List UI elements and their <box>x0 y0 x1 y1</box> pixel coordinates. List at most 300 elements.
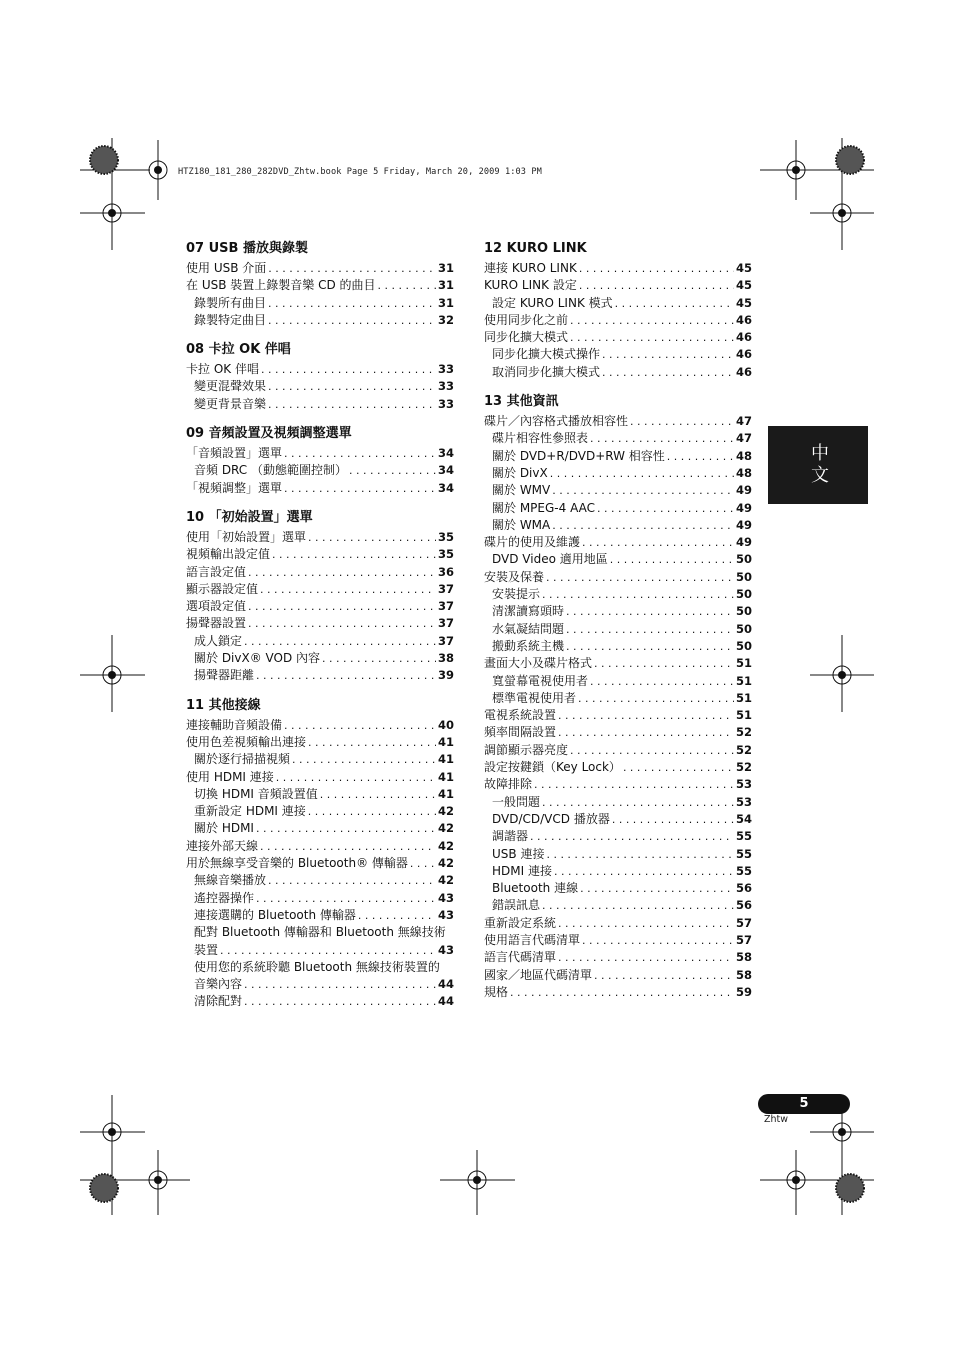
toc-entry-page: 52 <box>735 742 752 757</box>
toc-entry[interactable] <box>484 482 752 499</box>
toc-entry-label: 使用同步化之前 <box>484 312 569 327</box>
toc-entry-label: 重新設定系統 <box>484 915 557 930</box>
leader-dots <box>244 633 436 650</box>
toc-entry-page: 42 <box>437 821 454 836</box>
page-number: 5 <box>758 1094 850 1114</box>
toc-entry-label: 揚聲器距離 <box>194 668 255 683</box>
toc-entry[interactable] <box>484 413 752 430</box>
leader-dots <box>582 932 734 949</box>
toc-entry-label: 關於 DivX <box>492 465 548 480</box>
toc-entry-label: 設定按鍵鎖（Key Lock） <box>484 760 621 775</box>
toc-entry-page: 56 <box>735 881 752 896</box>
toc-entry[interactable] <box>484 932 752 949</box>
toc-entry[interactable] <box>186 581 454 598</box>
toc-entry-label: 安裝提示 <box>492 587 541 602</box>
toc-entry[interactable] <box>186 734 454 751</box>
toc-entry-page: 55 <box>735 829 752 844</box>
toc-entry-label: 配對 Bluetooth 傳輸器和 Bluetooth 無線技術 <box>194 925 446 940</box>
leader-dots <box>349 462 436 479</box>
leader-dots <box>268 260 436 277</box>
toc-entry-label: 顯示器設定值 <box>186 581 259 596</box>
toc-entry[interactable] <box>484 500 752 517</box>
toc-entry[interactable] <box>186 820 454 837</box>
toc-entry-label: 關於 DivX® VOD 內容 <box>194 651 321 666</box>
toc-entry-label: 一般問題 <box>492 794 541 809</box>
toc-entry-page: 50 <box>735 587 752 602</box>
toc-entry-page: 48 <box>735 448 752 463</box>
toc-entry-page: 35 <box>437 547 454 562</box>
toc-entry-label: 成人鎖定 <box>194 633 243 648</box>
toc-entry-label: 連接外部天線 <box>186 838 259 853</box>
toc-entry[interactable] <box>484 364 752 381</box>
leader-dots <box>590 430 734 447</box>
leader-dots <box>268 378 436 395</box>
toc-entry-label: 連接選購的 Bluetooth 傳輸器 <box>194 907 356 922</box>
leader-dots <box>292 751 436 768</box>
leader-dots <box>612 811 734 828</box>
toc-entry-label: 調節顯示器亮度 <box>484 742 569 757</box>
leader-dots <box>244 993 436 1010</box>
toc-entry-label: 寬螢幕電視使用者 <box>492 673 589 688</box>
leader-dots <box>530 828 734 845</box>
toc-section <box>186 240 454 329</box>
toc-entry-label: 遙控器操作 <box>194 890 255 905</box>
toc-entry[interactable] <box>186 855 454 872</box>
toc-entry-label: 錯誤訊息 <box>492 898 541 913</box>
toc-entry-page: 59 <box>735 984 752 999</box>
toc-entry-label: 搬動系統主機 <box>492 638 565 653</box>
toc-entry[interactable] <box>484 949 752 966</box>
leader-dots <box>248 615 436 632</box>
toc-entry-page: 48 <box>735 465 752 480</box>
section-title: 10 「初始設置」選單 <box>186 509 313 525</box>
toc-entry-page: 34 <box>437 446 454 461</box>
toc-entry-label: 安裝及保養 <box>484 569 545 584</box>
toc-entry-page: 39 <box>437 668 454 683</box>
toc-entry[interactable] <box>484 260 752 277</box>
toc-entry[interactable] <box>484 586 752 603</box>
leader-dots <box>358 907 436 924</box>
toc-entry-label: 選項設定值 <box>186 599 247 614</box>
toc-entry[interactable] <box>186 751 454 768</box>
toc-entry-page: 43 <box>437 942 454 957</box>
leader-dots <box>558 949 734 966</box>
toc-entry[interactable] <box>484 465 752 482</box>
toc-entry-page: 45 <box>735 295 752 310</box>
toc-entry-label: 關於逐行掃描視頻 <box>194 752 291 767</box>
leader-dots <box>579 277 734 294</box>
toc-entry[interactable] <box>186 312 454 329</box>
toc-entry-page: 53 <box>735 777 752 792</box>
toc-entry[interactable] <box>186 615 454 632</box>
toc-section <box>186 341 454 413</box>
leader-dots <box>570 329 734 346</box>
toc-entry[interactable] <box>186 633 454 650</box>
toc-entry[interactable] <box>484 828 752 845</box>
toc-entry[interactable] <box>186 361 454 378</box>
toc-entry-page: 53 <box>735 794 752 809</box>
toc-entry-label: 同步化擴大模式 <box>484 330 569 345</box>
leader-dots <box>260 838 436 855</box>
toc-entry-page: 49 <box>735 500 752 515</box>
toc-entry[interactable] <box>186 717 454 734</box>
toc-entry-page: 49 <box>735 535 752 550</box>
toc-entry-page: 46 <box>735 364 752 379</box>
toc-entry-label: 語言代碼清單 <box>484 950 557 965</box>
leader-dots <box>308 803 436 820</box>
toc-entry-label: 頻率間隔設置 <box>484 725 557 740</box>
toc-entry-page: 49 <box>735 483 752 498</box>
toc-entry-page: 46 <box>735 312 752 327</box>
leader-dots <box>579 260 734 277</box>
language-tab-label: 中文 <box>808 443 829 487</box>
leader-dots <box>558 724 734 741</box>
leader-dots <box>248 564 436 581</box>
toc-entry[interactable] <box>186 650 454 667</box>
toc-entry-label: 使用 USB 介面 <box>186 261 267 275</box>
leader-dots <box>554 863 734 880</box>
toc-entry-page: 46 <box>735 330 752 345</box>
leader-dots <box>582 534 734 551</box>
toc-entry[interactable] <box>484 603 752 620</box>
toc-entry-page: 46 <box>735 347 752 362</box>
toc-entry-label: 在 USB 裝置上錄製音樂 CD 的曲目 <box>186 278 376 293</box>
leader-dots <box>256 820 436 837</box>
section-title: 08 卡拉 OK 伴唱 <box>186 342 291 358</box>
leader-dots <box>268 295 436 312</box>
leader-dots <box>542 897 734 914</box>
toc-entry[interactable] <box>484 863 752 880</box>
toc-entry[interactable] <box>186 769 454 786</box>
leader-dots <box>378 277 436 294</box>
toc-entry-page: 36 <box>437 564 454 579</box>
toc-entry[interactable] <box>484 569 752 586</box>
toc-entry-page: 47 <box>735 414 752 429</box>
section-title: 12 KURO LINK <box>484 241 587 256</box>
toc-entry-page: 37 <box>437 616 454 631</box>
toc-entry-label: 變更混聲效果 <box>194 379 267 394</box>
toc-entry[interactable] <box>484 967 752 984</box>
leader-dots <box>597 500 734 517</box>
toc-entry[interactable] <box>484 776 752 793</box>
toc-entry-label: 音樂內容 <box>194 977 243 992</box>
toc-entry[interactable] <box>484 846 752 863</box>
leader-dots <box>615 295 734 312</box>
toc-entry-page: 43 <box>437 890 454 905</box>
toc-entry-page: 57 <box>735 915 752 930</box>
toc-entry-page: 51 <box>735 690 752 705</box>
toc-entry-page: 42 <box>437 838 454 853</box>
toc-entry[interactable] <box>484 794 752 811</box>
toc-entry-label: 重新設定 HDMI 連接 <box>194 804 306 819</box>
toc-entry-label: 碟片／內容格式播放相容性 <box>484 414 629 429</box>
leader-dots <box>268 872 436 889</box>
toc-entry-label: USB 連接 <box>492 846 545 861</box>
leader-dots <box>566 621 734 638</box>
leader-dots <box>320 786 436 803</box>
toc-entry[interactable] <box>484 915 752 932</box>
toc-entry[interactable] <box>484 707 752 724</box>
toc-entry[interactable] <box>484 312 752 329</box>
leader-dots <box>534 776 734 793</box>
toc-entry-label: KURO LINK 設定 <box>484 278 577 293</box>
leader-dots <box>542 586 734 603</box>
toc-entry-label: 無線音樂播放 <box>194 873 267 888</box>
toc-entry[interactable] <box>484 984 752 1001</box>
leader-dots <box>566 638 734 655</box>
toc-entry-label: 使用「初始設置」選單 <box>186 529 307 544</box>
leader-dots <box>284 717 436 734</box>
toc-entry-label: 設定 KURO LINK 模式 <box>492 295 613 310</box>
toc-entry-page: 52 <box>735 760 752 775</box>
toc-entry-label: 標準電視使用者 <box>492 690 577 705</box>
toc-entry[interactable] <box>484 638 752 655</box>
toc-entry[interactable] <box>484 690 752 707</box>
leader-dots <box>272 546 436 563</box>
toc-section <box>186 697 454 1011</box>
toc-entry-label: 清潔讀寫頭時 <box>492 604 565 619</box>
toc-entry[interactable] <box>186 667 454 684</box>
toc-entry[interactable] <box>186 872 454 889</box>
toc-entry-page: 57 <box>735 932 752 947</box>
toc-entry[interactable] <box>186 993 454 1010</box>
toc-section <box>186 425 454 497</box>
toc-entry-page: 49 <box>735 517 752 532</box>
toc-entry-page: 43 <box>437 907 454 922</box>
toc-entry-page: 34 <box>437 480 454 495</box>
leader-dots <box>410 855 436 872</box>
toc-entry-page: 47 <box>735 431 752 446</box>
toc-entry-label: 電視系統設置 <box>484 708 557 723</box>
leader-dots <box>610 551 734 568</box>
toc-entry-page: 34 <box>437 463 454 478</box>
toc-entry[interactable] <box>484 551 752 568</box>
leader-dots <box>256 890 436 907</box>
toc-entry[interactable] <box>484 517 752 534</box>
toc-entry-label: 語言設定值 <box>186 564 247 579</box>
toc-entry[interactable] <box>484 621 752 638</box>
leader-dots <box>284 445 436 462</box>
toc-section <box>186 509 454 685</box>
toc-entry[interactable] <box>484 448 752 465</box>
toc-entry-page: 41 <box>437 734 454 749</box>
toc-entry-page: 41 <box>437 752 454 767</box>
toc-entry-label: 同步化擴大模式操作 <box>492 347 601 362</box>
toc-entry-page: 55 <box>735 863 752 878</box>
toc-entry[interactable] <box>186 976 454 993</box>
toc-entry-page: 38 <box>437 651 454 666</box>
leader-dots <box>542 794 734 811</box>
leader-dots <box>268 312 436 329</box>
leader-dots <box>256 667 436 684</box>
toc-entry[interactable] <box>186 598 454 615</box>
leader-dots <box>552 517 734 534</box>
toc-entry[interactable] <box>484 742 752 759</box>
toc-entry[interactable] <box>186 295 454 312</box>
toc-entry[interactable] <box>484 430 752 447</box>
leader-dots <box>630 413 734 430</box>
toc-entry-page: 50 <box>735 569 752 584</box>
toc-entry-page: 32 <box>437 312 454 327</box>
toc-entry-label: 錄製特定曲目 <box>194 312 267 327</box>
toc-entry-label: 關於 MPEG-4 AAC <box>492 500 595 515</box>
toc-entry-page: 50 <box>735 552 752 567</box>
toc-entry-page: 31 <box>437 295 454 310</box>
toc-entry-label: 裝置 <box>194 942 219 957</box>
toc-entry[interactable] <box>186 942 454 959</box>
toc-entry-label: 使用您的系統聆聽 Bluetooth 無線技術裝置的 <box>194 959 440 974</box>
toc-entry-page: 33 <box>437 396 454 411</box>
leader-dots <box>244 976 436 993</box>
toc-entry[interactable] <box>484 811 752 828</box>
toc-entry-page: 41 <box>437 769 454 784</box>
leader-dots <box>546 846 734 863</box>
toc-entry[interactable] <box>186 546 454 563</box>
toc-entry-page: 37 <box>437 581 454 596</box>
toc-entry-label: 清除配對 <box>194 994 243 1009</box>
toc-entry[interactable] <box>186 462 454 479</box>
toc-entry-label: Bluetooth 連線 <box>492 881 579 896</box>
toc-section <box>484 240 752 381</box>
toc-section <box>484 393 752 1001</box>
toc-entry[interactable] <box>484 880 752 897</box>
toc-entry[interactable] <box>484 759 752 776</box>
toc-entry[interactable] <box>186 396 454 413</box>
page-language: Zhtw <box>764 1114 789 1125</box>
toc-entry-label: 關於 WMV <box>492 483 551 498</box>
toc-entry-label: 規格 <box>484 984 509 999</box>
toc-entry[interactable] <box>484 277 752 294</box>
toc-entry-label: 調諧器 <box>492 829 529 844</box>
toc-entry-page: 45 <box>735 278 752 293</box>
toc-entry[interactable] <box>484 673 752 690</box>
toc-entry[interactable] <box>186 529 454 546</box>
toc-entry-label: DVD Video 適用地區 <box>492 552 608 567</box>
leader-dots <box>268 396 436 413</box>
toc-entry[interactable] <box>186 277 454 294</box>
leader-dots <box>570 742 734 759</box>
leader-dots <box>510 984 734 1001</box>
leader-dots <box>594 967 734 984</box>
language-tab <box>768 426 868 504</box>
toc-entry[interactable] <box>484 295 752 312</box>
leader-dots <box>550 465 734 482</box>
toc-entry[interactable] <box>484 346 752 363</box>
toc-entry[interactable] <box>186 924 454 941</box>
leader-dots <box>602 346 734 363</box>
toc-entry-label: 使用語言代碼清單 <box>484 932 581 947</box>
toc-entry-page: 45 <box>735 261 752 275</box>
toc-entry-page: 54 <box>735 811 752 826</box>
leader-dots <box>602 364 734 381</box>
leader-dots <box>558 915 734 932</box>
leader-dots <box>546 569 734 586</box>
toc-entry[interactable] <box>484 724 752 741</box>
toc-entry-page: 58 <box>735 950 752 965</box>
leader-dots <box>220 942 436 959</box>
toc-entry-label: 視頻輸出設定值 <box>186 547 271 562</box>
toc-entry-page: 33 <box>437 362 454 377</box>
file-header: HTZ180_181_280_282DVD_Zhtw.book Page 5 Friday, March 20, 2009 1:03 PM <box>178 167 542 177</box>
toc-entry[interactable] <box>186 803 454 820</box>
section-title: 11 其他接線 <box>186 697 261 713</box>
toc-entry-page: 50 <box>735 638 752 653</box>
leader-dots <box>578 690 734 707</box>
leader-dots <box>260 581 436 598</box>
toc-entry[interactable] <box>186 907 454 924</box>
toc-entry-page: 42 <box>437 873 454 888</box>
leader-dots <box>623 759 734 776</box>
toc-entry-page: 44 <box>437 977 454 992</box>
toc-entry-page: 51 <box>735 708 752 723</box>
toc-entry[interactable] <box>484 897 752 914</box>
toc-entry-label: 切換 HDMI 音頻設置值 <box>194 786 318 801</box>
toc-entry-label: DVD/CD/VCD 播放器 <box>492 811 610 826</box>
leader-dots <box>308 529 436 546</box>
leader-dots <box>590 673 734 690</box>
toc-entry-label: 卡拉 OK 伴唱 <box>186 362 259 377</box>
leader-dots <box>552 482 734 499</box>
toc-entry[interactable] <box>186 564 454 581</box>
toc-entry-page: 42 <box>437 804 454 819</box>
toc-entry-page: 55 <box>735 846 752 861</box>
leader-dots <box>276 769 436 786</box>
toc-entry[interactable] <box>186 959 454 976</box>
toc-entry[interactable] <box>186 890 454 907</box>
toc-entry-page: 51 <box>735 673 752 688</box>
toc-entry-page: 58 <box>735 967 752 982</box>
toc-entry-page: 35 <box>437 529 454 544</box>
toc-entry[interactable] <box>186 445 454 462</box>
toc-entry[interactable] <box>186 260 454 277</box>
toc-entry-label: 畫面大小及碟片格式 <box>484 656 593 671</box>
toc-entry[interactable] <box>484 534 752 551</box>
toc-entry[interactable] <box>484 655 752 672</box>
toc-entry-label: 連接輔助音頻設備 <box>186 717 283 732</box>
leader-dots <box>570 312 734 329</box>
toc-entry[interactable] <box>186 838 454 855</box>
toc-entry-label: 變更背景音樂 <box>194 396 267 411</box>
toc-entry-label: 用於無線享受音樂的 Bluetooth® 傳輸器 <box>186 856 408 871</box>
toc-entry-label: 錄製所有曲目 <box>194 295 267 310</box>
leader-dots <box>667 448 734 465</box>
toc-entry-page: 33 <box>437 379 454 394</box>
leader-dots <box>322 650 436 667</box>
toc-entry-label: 故障排除 <box>484 777 533 792</box>
toc-entry-page: 31 <box>437 261 454 275</box>
toc-entry-page: 51 <box>735 656 752 671</box>
toc-entry[interactable] <box>186 378 454 395</box>
toc-entry-page: 42 <box>437 856 454 871</box>
toc-entry-label: HDMI 連接 <box>492 863 552 878</box>
toc-entry-label: 使用色差視頻輸出連接 <box>186 734 307 749</box>
toc-entry-label: 國家／地區代碼清單 <box>484 967 593 982</box>
toc-entry-page: 56 <box>735 898 752 913</box>
toc-entry-page: 37 <box>437 633 454 648</box>
leader-dots <box>308 734 436 751</box>
toc-right-column <box>484 240 752 1013</box>
toc-entry-label: 關於 WMA <box>492 517 551 532</box>
toc-entry[interactable] <box>186 786 454 803</box>
toc-entry-label: 「視頻調整」選單 <box>186 480 283 495</box>
leader-dots <box>558 707 734 724</box>
toc-entry-label: 水氣凝結問題 <box>492 621 565 636</box>
toc-entry[interactable] <box>484 329 752 346</box>
section-title: 09 音頻設置及視頻調整選單 <box>186 426 352 442</box>
toc-entry-label: 揚聲器設置 <box>186 616 247 631</box>
toc-entry-label: 碟片的使用及維護 <box>484 535 581 550</box>
toc-entry[interactable] <box>186 480 454 497</box>
